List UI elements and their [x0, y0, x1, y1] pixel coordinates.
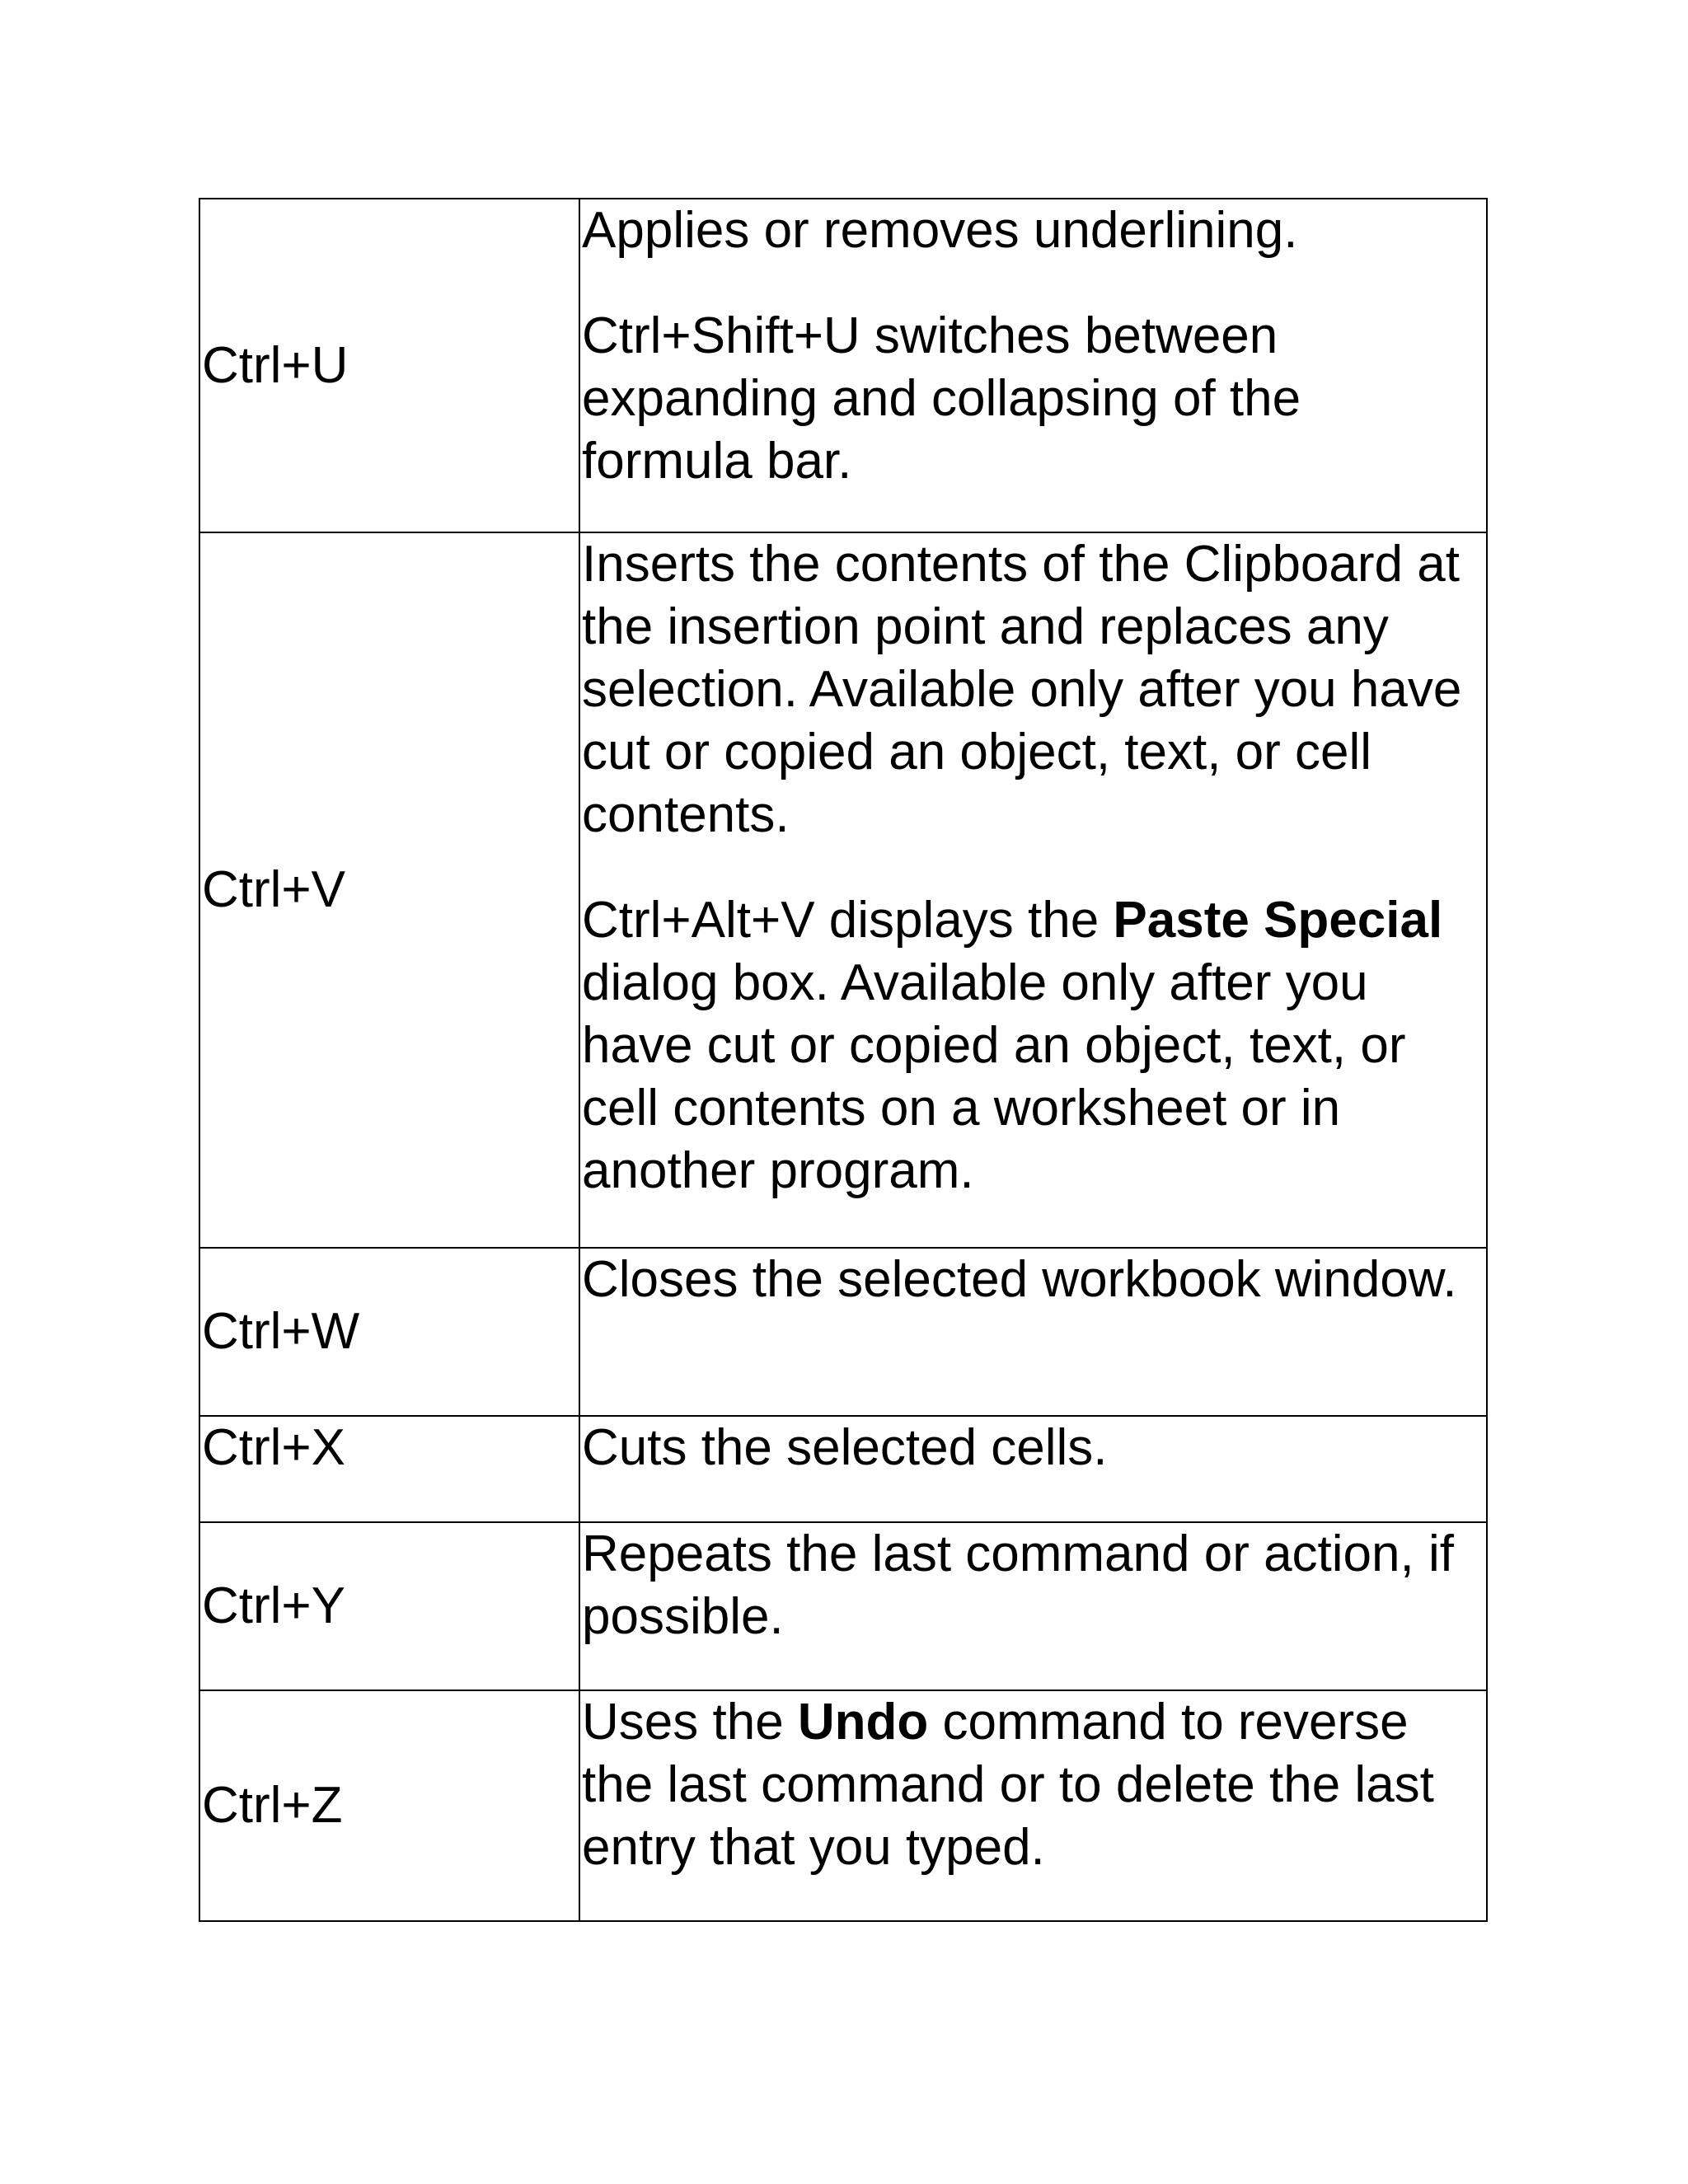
dialog-name-bold: Paste Special	[1113, 892, 1443, 949]
table-row	[199, 1522, 1487, 1690]
description-paragraph: Inserts the contents of the Clipboard at the insertion point and replaces any selection. Available only after you have cut or copied an object, text, or cell contents.	[582, 536, 1462, 843]
description-paragraph: Applies or removes underlining.	[582, 202, 1298, 259]
table-row	[199, 1248, 1487, 1416]
shortcut-key: Ctrl+X	[202, 1419, 345, 1476]
table-row	[199, 532, 1487, 1248]
shortcut-key: Ctrl+W	[202, 1303, 360, 1360]
description-paragraph	[582, 1691, 1484, 1879]
shortcut-description-cell	[579, 1416, 1487, 1522]
shortcut-table	[199, 198, 1488, 1922]
table-row	[199, 199, 1487, 532]
description-paragraph	[582, 889, 1484, 1202]
shortcut-key-cell	[199, 1690, 579, 1921]
shortcut-description-cell	[579, 1522, 1487, 1690]
shortcut-description-cell	[579, 1690, 1487, 1921]
shortcut-key-cell	[199, 532, 579, 1248]
shortcut-key-cell	[199, 1248, 579, 1416]
description-paragraph: Cuts the selected cells.	[582, 1419, 1108, 1476]
shortcut-key: Ctrl+Z	[202, 1777, 343, 1834]
description-paragraph: Ctrl+Shift+U switches between expanding and collapsing of the formula bar.	[582, 307, 1301, 490]
description-text: Ctrl+Alt+V displays the	[582, 892, 1114, 949]
shortcut-description-cell	[579, 1248, 1487, 1416]
table-row	[199, 1690, 1487, 1921]
shortcut-key: Ctrl+Y	[202, 1577, 345, 1634]
shortcut-key-cell	[199, 199, 579, 532]
description-paragraph: Closes the selected workbook window.	[582, 1251, 1457, 1308]
shortcut-description-cell	[579, 532, 1487, 1248]
shortcut-key-cell	[199, 1522, 579, 1690]
shortcut-key: Ctrl+V	[202, 861, 345, 918]
description-text: dialog box. Available only after you have cut or copied an object, text, or cell contents on a worksheet or in another program.	[582, 954, 1406, 1199]
description-text: Uses the	[582, 1694, 798, 1750]
shortcut-key: Ctrl+U	[202, 336, 349, 394]
table-row	[199, 1416, 1487, 1522]
description-paragraph: Repeats the last command or action, if possible.	[582, 1526, 1454, 1645]
shortcut-description-cell	[579, 199, 1487, 532]
command-name-bold: Undo	[797, 1694, 929, 1750]
description-text: command to reverse the last command or to delete the last entry that you typed.	[582, 1694, 1434, 1876]
shortcut-key-cell	[199, 1416, 579, 1522]
